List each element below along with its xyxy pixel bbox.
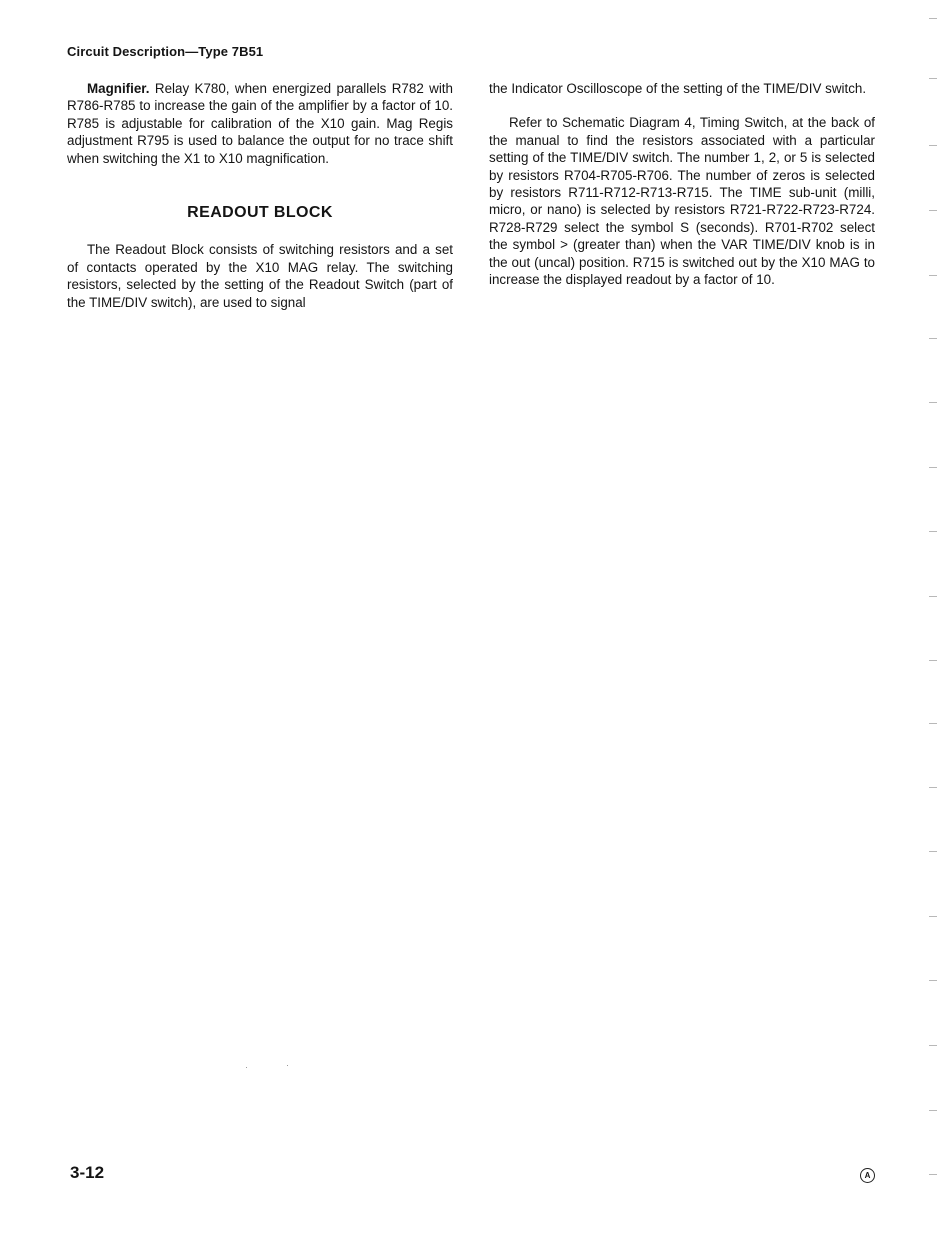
continuation-paragraph: the Indicator Oscilloscope of the setting of the TIME/DIV switch. (489, 81, 867, 96)
scan-mark (929, 18, 937, 19)
scan-mark (929, 402, 937, 403)
magnifier-text: Relay K780, when energized parallels R782 with R786-R785 to increase the gain of the amplifier by a factor of 10. R785 is adjustable for calibration of the X10 gain. Mag Regis adjustment R795 is used to balance the output for no trace shift when switching the X1 to X10 magnification. (67, 81, 453, 166)
section-heading-readout-block: READOUT BLOCK (187, 204, 333, 222)
left-column (67, 80, 453, 311)
scan-mark (929, 210, 937, 211)
scan-mark (929, 723, 937, 724)
page-number: 3-12 (70, 1163, 105, 1182)
right-column (489, 80, 875, 288)
scan-mark (929, 275, 937, 276)
scan-mark (929, 467, 937, 468)
running-head: Circuit Description—Type 7B51 (67, 44, 264, 59)
schematic-paragraph: Refer to Schematic Diagram 4, Timing Switch, at the back of the manual to find the resistors associated with a particular setting of the TIME/DIV switch. The number 1, 2, or 5 is selected by resistors R704-R705-R706. The number of zeros is selected by resistors R711-R712-R713-R715. The TIME sub-unit (milli, micro, or nano) is selected by resistors R721-R722-R723-R724. R728-R729 select the symbol S (seconds). R701-R702 select the symbol > (greater than) when the VAR TIME/DIV knob is in the out (uncal) position. R715 is switched out by the X10 MAG to increase the displayed readout by a factor of 10. (489, 115, 875, 288)
scan-mark (929, 660, 937, 661)
readout-paragraph: The Readout Block consists of switching resistors and a set of contacts operated by the X10 MAG relay. The switching resistors, selected by the setting of the Readout Switch (part of the TIME/DIV switch), are used to signal (67, 242, 453, 310)
scan-mark (929, 596, 937, 597)
scan-mark (929, 980, 937, 981)
magnifier-run-in: Magnifier. (87, 81, 150, 96)
scan-mark (929, 1110, 937, 1111)
scan-mark (929, 1174, 937, 1175)
scan-speck (287, 1065, 288, 1066)
scan-mark (929, 1045, 937, 1046)
scan-mark (929, 787, 937, 788)
scan-mark (929, 851, 937, 852)
scan-mark (929, 145, 937, 146)
revision-mark: A (860, 1168, 875, 1183)
scan-mark (929, 916, 937, 917)
scan-mark (929, 338, 937, 339)
magnifier-paragraph (67, 80, 453, 167)
scan-speck (246, 1067, 247, 1068)
scan-mark (929, 78, 937, 79)
scan-mark (929, 531, 937, 532)
